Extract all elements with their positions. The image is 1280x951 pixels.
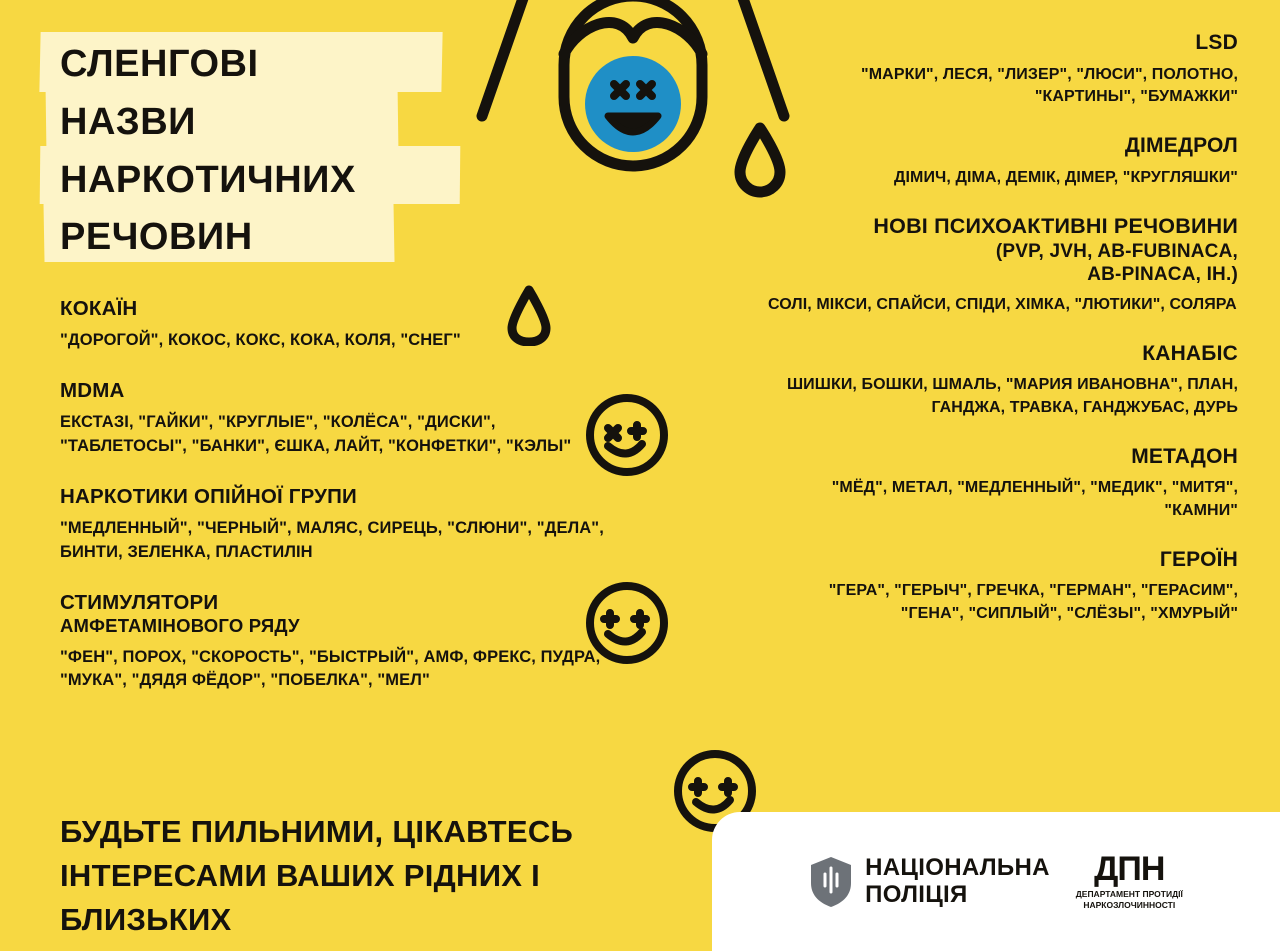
- substance-name: КАНАБІС: [1142, 341, 1238, 365]
- right-substance-list: [768, 30, 1238, 650]
- dpn-logo-subtitle: [1076, 889, 1183, 910]
- call-to-action-slogan: БУДЬТЕ ПИЛЬНИМИ, ЦІКАВТЕСЬ ІНТЕРЕСАМИ ВАШИХ РІДНИХ І БЛИЗЬКИХ: [60, 814, 574, 938]
- substance-name: МЕТАДОН: [1131, 444, 1238, 468]
- page-title-line-1: СЛЕНГОВІ: [60, 43, 259, 85]
- dpn-logo: [1076, 852, 1183, 910]
- page-title-line-4: РЕЧОВИН: [60, 216, 253, 259]
- substance-slang: "ФЕН", ПОРОХ, "СКОРОСТЬ", "БЫСТРЫЙ", АМФ, ФРЕКС, ПУДРА, "МУКА", "ДЯДЯ ФЁДОР", "ПОБЕЛКА", "МЕЛ": [60, 647, 601, 690]
- substance-slang: "МАРКИ", ЛЕСЯ, "ЛИЗЕР", "ЛЮСИ", ПОЛОТНО, "КАРТИНЫ", "БУМАЖКИ": [861, 65, 1238, 106]
- dpn-subtitle-line-1: ДЕПАРТАМЕНТ ПРОТИДІЇ: [1075, 889, 1183, 900]
- police-logo-text: [865, 855, 1050, 908]
- substance-name: MDMA: [60, 379, 125, 403]
- substance-name: ДІМЕДРОЛ: [1124, 134, 1238, 158]
- substance-name: [768, 213, 1238, 286]
- substance-slang: "ДОРОГОЙ", КОКОС, КОКС, КОКА, КОЛЯ, "СНЕГ": [60, 331, 461, 349]
- page-title-line-3: НАРКОТИЧНИХ: [60, 158, 356, 201]
- substance-name: НАРКОТИКИ ОПІЙНОЇ ГРУПИ: [60, 485, 357, 509]
- substance-name: LSD: [1195, 31, 1238, 54]
- substance-entry: [768, 444, 1238, 523]
- substance-entry: [768, 547, 1238, 626]
- substance-slang: ЕКСТАЗІ, "ГАЙКИ", "КРУГЛЫЕ", "КОЛЁСА", "ДИСКИ", "ТАБЛЕТОСЫ", "БАНКИ", ЄШКА, ЛАЙТ, "КОНФЕТКИ", "КЭЛЫ": [60, 413, 572, 455]
- substance-name-line-2: (PVP, JVH, AB-FUBINACA,: [995, 240, 1238, 262]
- footer-logo-band: [712, 812, 1280, 951]
- page-title-line-2: НАЗВИ: [60, 100, 196, 143]
- substance-slang: "МЕДЛЕННЫЙ", "ЧЕРНЫЙ", МАЛЯС, СИРЕЦЬ, "СЛЮНИ", "ДЕЛА", БИНТИ, ЗЕЛЕНКА, ПЛАСТИЛІН: [60, 519, 604, 561]
- police-logo-line-2: ПОЛІЦІЯ: [865, 880, 968, 908]
- substance-entry: [768, 341, 1238, 420]
- substance-entry: [768, 30, 1238, 109]
- substance-name: ГЕРОЇН: [1159, 547, 1238, 571]
- substance-entry: [60, 484, 620, 564]
- left-substance-list: [60, 296, 620, 719]
- substance-name: КОКАЇН: [60, 297, 138, 320]
- shield-icon: [809, 856, 853, 908]
- substance-entry: [60, 590, 620, 692]
- substance-entry: [768, 133, 1238, 189]
- substance-entry: [768, 213, 1238, 316]
- substance-name-line-1: НОВІ ПСИХОАКТИВНІ РЕЧОВИНИ: [873, 214, 1238, 239]
- substance-name-line-1: СТИМУЛЯТОРИ: [60, 591, 219, 615]
- dpn-logo-mark: ДПН: [1094, 850, 1165, 889]
- substance-name-line-3: AB-PINACA, ІН.): [1087, 263, 1238, 285]
- police-logo-line-1: НАЦІОНАЛЬНА: [865, 854, 1050, 882]
- substance-slang: СОЛІ, МІКСИ, СПАЙСИ, СПІДИ, ХІМКА, "ЛЮТИКИ", СОЛЯРА: [768, 295, 1237, 313]
- substance-name: [60, 590, 620, 638]
- substance-slang: "МЁД", МЕТАЛ, "МЕДЛЕННЫЙ", "МЕДИК", "МИТЯ", "КАМНИ": [831, 479, 1238, 520]
- page-title: [60, 36, 490, 267]
- tongue-face-illustration: [468, 0, 798, 266]
- substance-slang: "ГЕРА", "ГЕРЫЧ", ГРЕЧКА, "ГЕРМАН", "ГЕРАСИМ", "ГЕНА", "СИПЛЫЙ", "СЛЁЗЫ", "ХМУРЫЙ": [828, 582, 1238, 623]
- substance-name-line-2: АМФЕТАМІНОВОГО РЯДУ: [60, 615, 300, 637]
- substance-slang: ШИШКИ, БОШКИ, ШМАЛЬ, "МАРИЯ ИВАНОВНА", ПЛАН, ГАНДЖА, ТРАВКА, ГАНДЖУБАС, ДУРЬ: [787, 376, 1238, 416]
- dpn-subtitle-line-2: НАРКОЗЛОЧИННОСТІ: [1083, 900, 1176, 910]
- national-police-logo: [809, 855, 1050, 908]
- substance-slang: ДІМИЧ, ДІМА, ДЕМІК, ДІМЕР, "КРУГЛЯШКИ": [893, 168, 1238, 186]
- substance-entry: [60, 296, 620, 352]
- substance-entry: [60, 378, 620, 458]
